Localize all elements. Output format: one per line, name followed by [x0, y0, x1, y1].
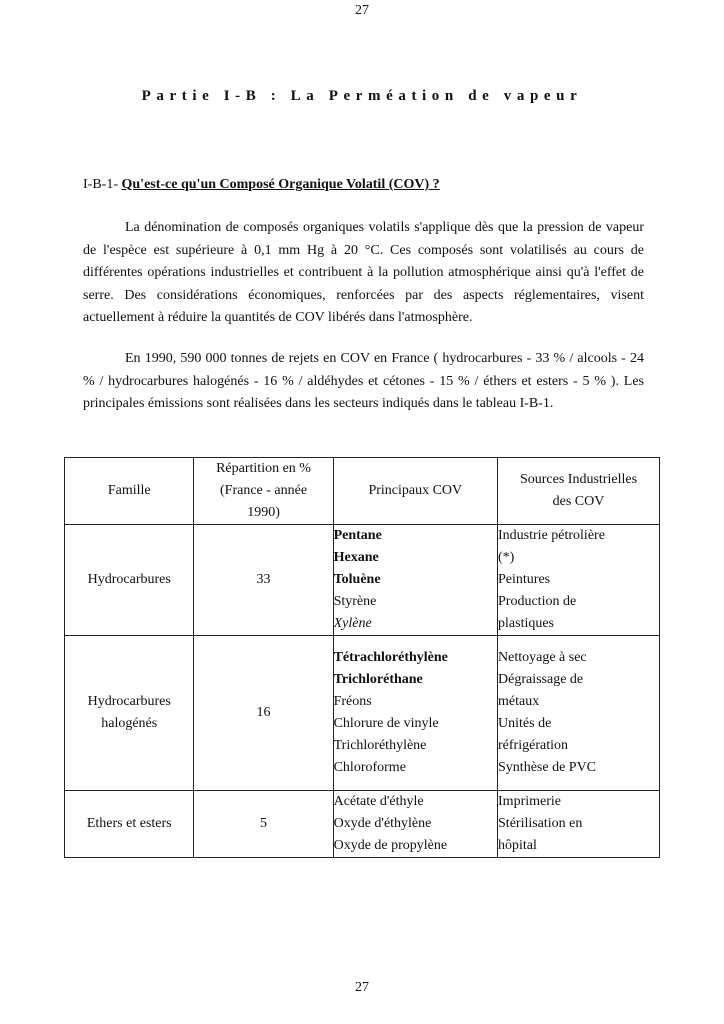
cell-famille: Hydrocarbures halogénés — [65, 636, 194, 791]
cell-repartition: 16 — [194, 636, 333, 791]
cov-item: Styrène — [333, 594, 377, 609]
cov-item: Toluène — [333, 572, 381, 587]
header-sources: Sources Industrielles des COV — [498, 458, 660, 525]
cell-principaux-cov — [333, 525, 497, 636]
cell-repartition: 5 — [194, 791, 333, 858]
table-header-row — [65, 458, 660, 525]
cov-item: Pentane — [333, 528, 382, 543]
table-row — [65, 791, 660, 858]
cell-repartition: 33 — [194, 525, 333, 636]
cov-item: Trichloréthylène — [333, 738, 427, 753]
cell-principaux-cov — [333, 791, 497, 858]
cell-sources: Imprimerie Stérilisation en hôpital — [498, 791, 660, 858]
cell-sources: Nettoyage à sec Dégraissage de métaux Unités de réfrigération Synthèse de PVC — [498, 636, 660, 791]
page-number-bottom: 27 — [355, 980, 369, 995]
cov-item: Trichloréthane — [333, 672, 423, 687]
table-row — [65, 636, 660, 791]
cell-sources: Industrie pétrolière (*) Peintures Production de plastiques — [498, 525, 660, 636]
part-title: Partie I-B : La Perméation de vapeur — [141, 88, 583, 104]
section-number: I-B-1- — [83, 177, 118, 192]
cell-famille: Hydrocarbures — [65, 525, 194, 636]
cell-famille: Ethers et esters — [65, 791, 194, 858]
cov-item: Hexane — [333, 550, 379, 565]
cov-item: Acétate d'éthyle — [333, 794, 424, 809]
table-row — [65, 525, 660, 636]
cov-item: Fréons — [333, 694, 372, 709]
section-title: Qu'est-ce qu'un Composé Organique Volatil (COV) ? — [121, 177, 440, 192]
cov-item: Xylène — [333, 616, 372, 631]
page-number-top: 27 — [355, 3, 369, 18]
header-principaux-cov: Principaux COV — [333, 458, 497, 525]
cov-item: Chloroforme — [333, 760, 406, 775]
paragraph-cov-definition: La dénomination de composés organiques volatils s'applique dès que la pression de vapeur de l'espèce est supérieure à 0,1 mm Hg à 20 °C. Ces composés sont volatilisés au cours de différentes opérations industrielles et contribuent à la pollution atmosphérique ainsi qu'à l'effet de serre. Des considérations économiques, renforcées par des aspects réglementaires, visent actuellement à réduire la quantités de COV libérés dans l'atmosphère. — [83, 220, 644, 326]
cov-item: Chlorure de vinyle — [333, 716, 439, 731]
header-repartition: Répartition en % (France - année 1990) — [194, 458, 333, 525]
section-heading — [83, 177, 440, 193]
cov-item: Oxyde de propylène — [333, 838, 448, 853]
paragraph-cov-emissions: En 1990, 590 000 tonnes de rejets en COV en France ( hydrocarbures - 33 % / alcools - 24 % / hydrocarbures halogénés - 16 % / aldéhydes et cétones - 15 % / éthers et esters - 5 % ). Les principales émissions sont réalisées dans les secteurs indiqués dans le tableau I-B-1. — [83, 351, 644, 412]
header-famille: Famille — [65, 458, 194, 525]
cell-principaux-cov — [333, 636, 497, 791]
cov-item: Oxyde d'éthylène — [333, 816, 432, 831]
cov-table — [64, 457, 660, 858]
cov-item: Tétrachloréthylène — [333, 650, 448, 665]
